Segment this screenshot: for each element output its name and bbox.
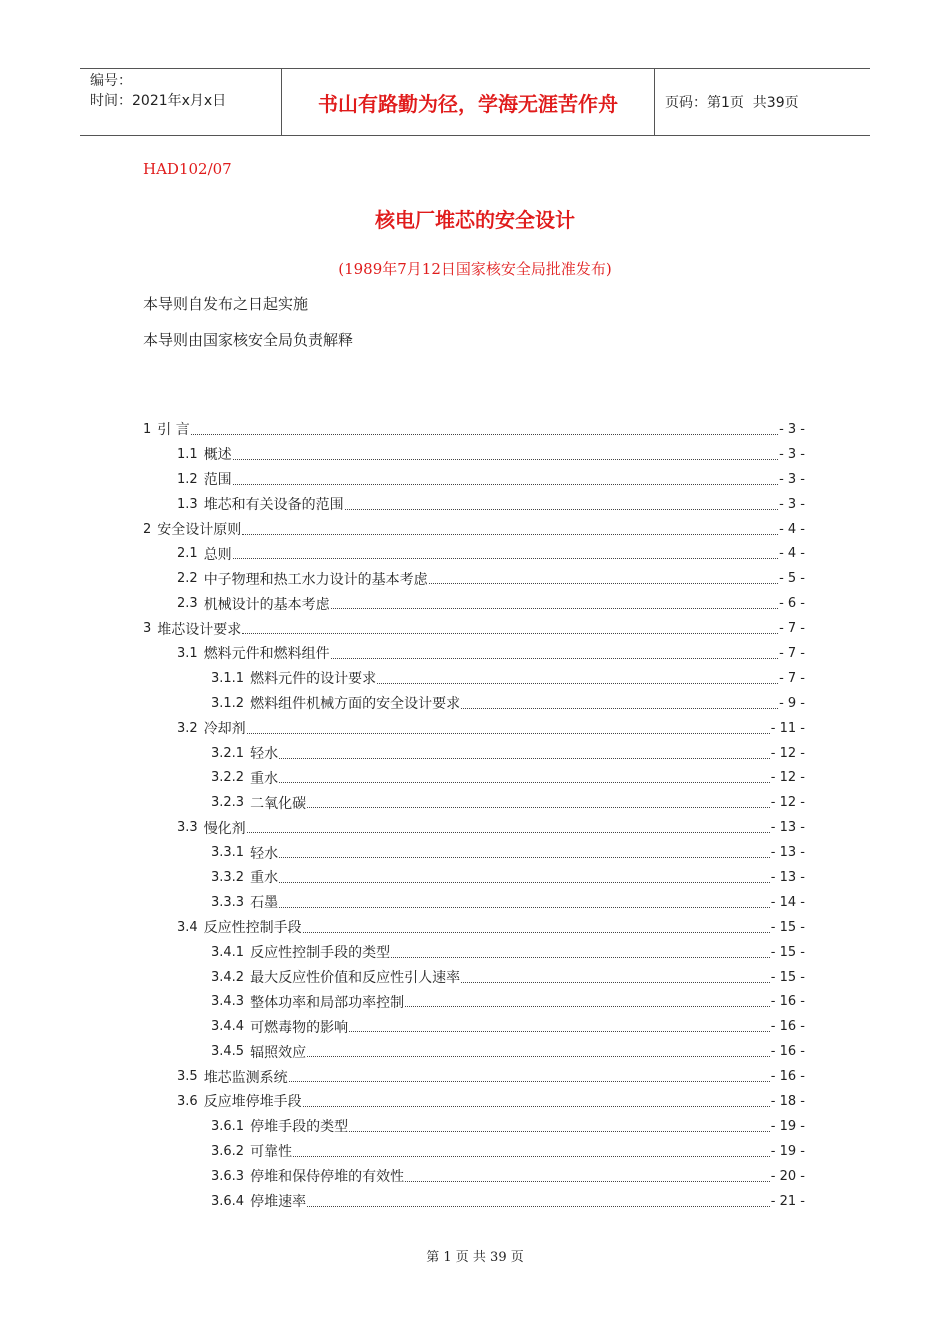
- toc-entry-label: 可燃毒物的影响: [250, 1019, 349, 1036]
- toc-entry-number: 3.3.1: [211, 845, 245, 861]
- toc-entry-number: 3.1.2: [211, 695, 245, 711]
- toc-entry-label: 反应性控制手段: [203, 920, 302, 937]
- toc-entry[interactable]: [143, 915, 805, 940]
- toc-entry-page: - 12 -: [770, 745, 805, 761]
- toc-entry-page: - 18 -: [770, 1093, 805, 1109]
- toc-entry[interactable]: [143, 442, 805, 467]
- document-title: 核电厂堆芯的安全设计: [375, 208, 575, 232]
- toc-entry-label: 重水: [250, 870, 279, 887]
- toc-entry-number: 2.1: [177, 546, 198, 562]
- toc-entry[interactable]: [143, 1139, 805, 1164]
- toc-leader-dots: [377, 669, 778, 684]
- toc-entry-number: 3.2.1: [211, 745, 245, 761]
- toc-entry[interactable]: [143, 492, 805, 517]
- toc-entry[interactable]: [143, 541, 805, 566]
- serial-label: 编号：: [90, 73, 132, 89]
- toc-leader-dots: [307, 793, 770, 808]
- toc-entry-page: - 15 -: [770, 944, 805, 960]
- toc-entry-page: - 19 -: [770, 1143, 805, 1159]
- toc-leader-dots: [345, 495, 778, 510]
- toc-entry-page: - 5 -: [779, 571, 805, 587]
- toc-leader-dots: [405, 992, 770, 1007]
- document-code: HAD102/07: [143, 160, 232, 178]
- toc-leader-dots: [349, 1017, 770, 1032]
- toc-leader-dots: [307, 1192, 770, 1207]
- toc-entry-number: 3.4: [177, 919, 198, 935]
- toc-entry-page: - 20 -: [770, 1168, 805, 1184]
- toc-entry[interactable]: [143, 666, 805, 691]
- toc-entry[interactable]: [143, 1114, 805, 1139]
- toc-entry-number: 3.4.2: [211, 969, 245, 985]
- toc-entry-page: - 3 -: [779, 446, 805, 462]
- toc-entry-page: - 7 -: [779, 670, 805, 686]
- header-divider: [654, 69, 655, 135]
- toc-entry[interactable]: [143, 1089, 805, 1114]
- toc-entry-label: 中子物理和热工水力设计的基本考虑: [203, 571, 428, 588]
- toc-entry-page: - 13 -: [770, 869, 805, 885]
- toc-leader-dots: [405, 1167, 770, 1182]
- table-of-contents: [143, 417, 805, 1214]
- toc-entry-page: - 3 -: [779, 421, 805, 437]
- toc-entry-number: 3.4.1: [211, 944, 245, 960]
- toc-entry-label: 燃料组件机械方面的安全设计要求: [250, 696, 461, 713]
- toc-entry-page: - 16 -: [770, 1069, 805, 1085]
- toc-entry-label: 堆芯设计要求: [157, 621, 242, 638]
- document-subtitle: (1989年7月12日国家核安全局批准发布): [338, 260, 612, 278]
- interpretation-note: 本导则由国家核安全局负责解释: [143, 331, 354, 349]
- toc-entry-label: 概述: [203, 447, 232, 464]
- header-motto: 书山有路勤为径，学海无涯苦作舟: [318, 91, 618, 116]
- toc-entry-number: 3.3.2: [211, 869, 245, 885]
- toc-entry-page: - 14 -: [770, 894, 805, 910]
- toc-leader-dots: [242, 619, 778, 634]
- toc-entry[interactable]: [143, 965, 805, 990]
- toc-leader-dots: [349, 1117, 770, 1132]
- toc-entry-label: 堆芯和有关设备的范围: [203, 497, 344, 514]
- toc-entry-page: - 9 -: [779, 695, 805, 711]
- toc-entry-number: 1.1: [177, 446, 198, 462]
- toc-entry-page: - 6 -: [779, 596, 805, 612]
- toc-entry-page: - 16 -: [770, 1019, 805, 1035]
- toc-entry[interactable]: [143, 1164, 805, 1189]
- toc-entry-label: 最大反应性价值和反应性引人速率: [250, 970, 461, 987]
- toc-leader-dots: [391, 943, 770, 958]
- toc-entry-label: 整体功率和局部功率控制: [250, 994, 405, 1011]
- toc-entry-label: 反应性控制手段的类型: [250, 945, 391, 962]
- toc-leader-dots: [461, 694, 778, 709]
- toc-leader-dots: [242, 520, 778, 535]
- toc-entry-page: - 15 -: [770, 969, 805, 985]
- toc-leader-dots: [303, 1092, 770, 1107]
- toc-leader-dots: [429, 569, 778, 584]
- toc-entry[interactable]: [143, 840, 805, 865]
- toc-entry[interactable]: [143, 716, 805, 741]
- toc-entry-label: 辐照效应: [250, 1044, 307, 1061]
- toc-entry-label: 轻水: [250, 845, 279, 862]
- toc-entry-number: 1.3: [177, 496, 198, 512]
- toc-entry-number: 2: [143, 521, 152, 537]
- toc-leader-dots: [279, 893, 770, 908]
- toc-entry-number: 3.6.2: [211, 1143, 245, 1159]
- toc-entry-label: 重水: [250, 770, 279, 787]
- toc-entry-label: 安全设计原则: [157, 522, 242, 538]
- toc-entry[interactable]: [143, 741, 805, 766]
- toc-leader-dots: [247, 818, 770, 833]
- toc-entry[interactable]: [143, 591, 805, 616]
- toc-leader-dots: [279, 843, 770, 858]
- toc-entry-page: - 16 -: [770, 994, 805, 1010]
- toc-entry-label: 燃料元件的设计要求: [250, 671, 377, 688]
- toc-entry-page: - 13 -: [770, 820, 805, 836]
- toc-leader-dots: [233, 544, 778, 559]
- page-header: [80, 68, 870, 136]
- toc-entry-number: 3: [143, 621, 152, 637]
- toc-entry-label: 停堆和保侍停堆的有效性: [250, 1169, 405, 1186]
- toc-leader-dots: [331, 644, 778, 659]
- toc-entry-number: 3.4.4: [211, 1019, 245, 1035]
- toc-leader-dots: [307, 1042, 770, 1057]
- toc-entry-page: - 3 -: [779, 496, 805, 512]
- toc-entry-label: 停堆速率: [250, 1194, 307, 1211]
- toc-entry-label: 慢化剂: [203, 820, 246, 837]
- toc-entry-number: 3.6.1: [211, 1118, 245, 1134]
- toc-leader-dots: [289, 1067, 770, 1082]
- toc-entry[interactable]: [143, 517, 805, 542]
- toc-leader-dots: [233, 470, 778, 485]
- toc-leader-dots: [461, 968, 770, 983]
- toc-entry-label: 二氧化碳: [250, 795, 307, 812]
- toc-entry-page: - 12 -: [770, 770, 805, 786]
- toc-entry-number: 3.3: [177, 820, 198, 836]
- toc-entry-page: - 4 -: [779, 521, 805, 537]
- toc-entry-number: 2.2: [177, 571, 198, 587]
- toc-leader-dots: [191, 420, 778, 435]
- toc-entry[interactable]: [143, 890, 805, 915]
- toc-entry-number: 3.2.3: [211, 795, 245, 811]
- toc-entry-page: - 13 -: [770, 845, 805, 861]
- toc-entry-label: 引 言: [157, 422, 190, 439]
- toc-entry[interactable]: [143, 815, 805, 840]
- page-footer: 第 1 页 共 39 页: [426, 1250, 524, 1265]
- toc-entry-page: - 12 -: [770, 795, 805, 811]
- toc-entry-number: 3.4.3: [211, 994, 245, 1010]
- toc-entry-number: 1.2: [177, 471, 198, 487]
- toc-entry[interactable]: [143, 790, 805, 815]
- toc-entry-label: 轻水: [250, 746, 279, 763]
- toc-leader-dots: [233, 445, 778, 460]
- toc-entry-label: 石墨: [250, 895, 279, 912]
- header-meta: [90, 71, 285, 111]
- toc-entry-number: 3.4.5: [211, 1044, 245, 1060]
- toc-entry-page: - 19 -: [770, 1118, 805, 1134]
- toc-entry-number: 3.2: [177, 720, 198, 736]
- toc-entry-label: 总则: [203, 546, 232, 563]
- toc-entry-page: - 3 -: [779, 471, 805, 487]
- toc-entry[interactable]: [143, 765, 805, 790]
- toc-entry-page: - 16 -: [770, 1044, 805, 1060]
- toc-entry-number: 3.1.1: [211, 670, 245, 686]
- toc-entry[interactable]: [143, 1064, 805, 1089]
- toc-leader-dots: [279, 768, 770, 783]
- toc-entry[interactable]: [143, 989, 805, 1014]
- toc-entry-number: 2.3: [177, 596, 198, 612]
- toc-entry[interactable]: [143, 1014, 805, 1039]
- toc-entry-number: 3.6: [177, 1093, 198, 1109]
- toc-entry[interactable]: [143, 1039, 805, 1064]
- toc-entry-number: 3.6.3: [211, 1168, 245, 1184]
- toc-entry-label: 堆芯监测系统: [203, 1069, 288, 1086]
- toc-entry-label: 反应堆停堆手段: [203, 1094, 302, 1111]
- toc-entry-page: - 7 -: [779, 645, 805, 661]
- toc-entry-number: 1: [143, 421, 152, 437]
- toc-leader-dots: [293, 1142, 770, 1157]
- toc-entry[interactable]: [143, 865, 805, 890]
- toc-entry-label: 冷却剂: [203, 721, 246, 738]
- toc-leader-dots: [279, 868, 770, 883]
- toc-entry-label: 可靠性: [250, 1144, 293, 1161]
- toc-entry-number: 3.5: [177, 1069, 198, 1085]
- toc-entry[interactable]: [143, 417, 805, 442]
- toc-entry[interactable]: [143, 566, 805, 591]
- toc-leader-dots: [303, 918, 770, 933]
- toc-entry-label: 停堆手段的类型: [250, 1119, 349, 1136]
- toc-entry-number: 3.2.2: [211, 770, 245, 786]
- toc-leader-dots: [247, 719, 770, 734]
- toc-entry-number: 3.6.4: [211, 1193, 245, 1209]
- toc-entry-label: 范围: [203, 472, 232, 489]
- toc-entry[interactable]: [143, 1189, 805, 1214]
- toc-leader-dots: [279, 744, 770, 759]
- toc-entry-number: 3.3.3: [211, 894, 245, 910]
- toc-entry[interactable]: [143, 616, 805, 641]
- toc-entry-page: - 21 -: [770, 1193, 805, 1209]
- toc-leader-dots: [331, 594, 778, 609]
- toc-entry-page: - 7 -: [779, 621, 805, 637]
- header-page-info: 页码：第1页 共39页: [665, 95, 799, 111]
- toc-entry-label: 机械设计的基本考虑: [203, 596, 330, 613]
- toc-entry-number: 3.1: [177, 645, 198, 661]
- toc-entry[interactable]: [143, 641, 805, 666]
- effective-note: 本导则自发布之日起实施: [143, 295, 309, 313]
- toc-entry-page: - 15 -: [770, 919, 805, 935]
- time-label: 时间：2021年x月x日: [90, 93, 227, 109]
- toc-entry[interactable]: [143, 467, 805, 492]
- toc-entry-page: - 4 -: [779, 546, 805, 562]
- toc-entry-page: - 11 -: [770, 720, 805, 736]
- toc-entry[interactable]: [143, 940, 805, 965]
- toc-entry-label: 燃料元件和燃料组件: [203, 646, 330, 663]
- toc-entry[interactable]: [143, 691, 805, 716]
